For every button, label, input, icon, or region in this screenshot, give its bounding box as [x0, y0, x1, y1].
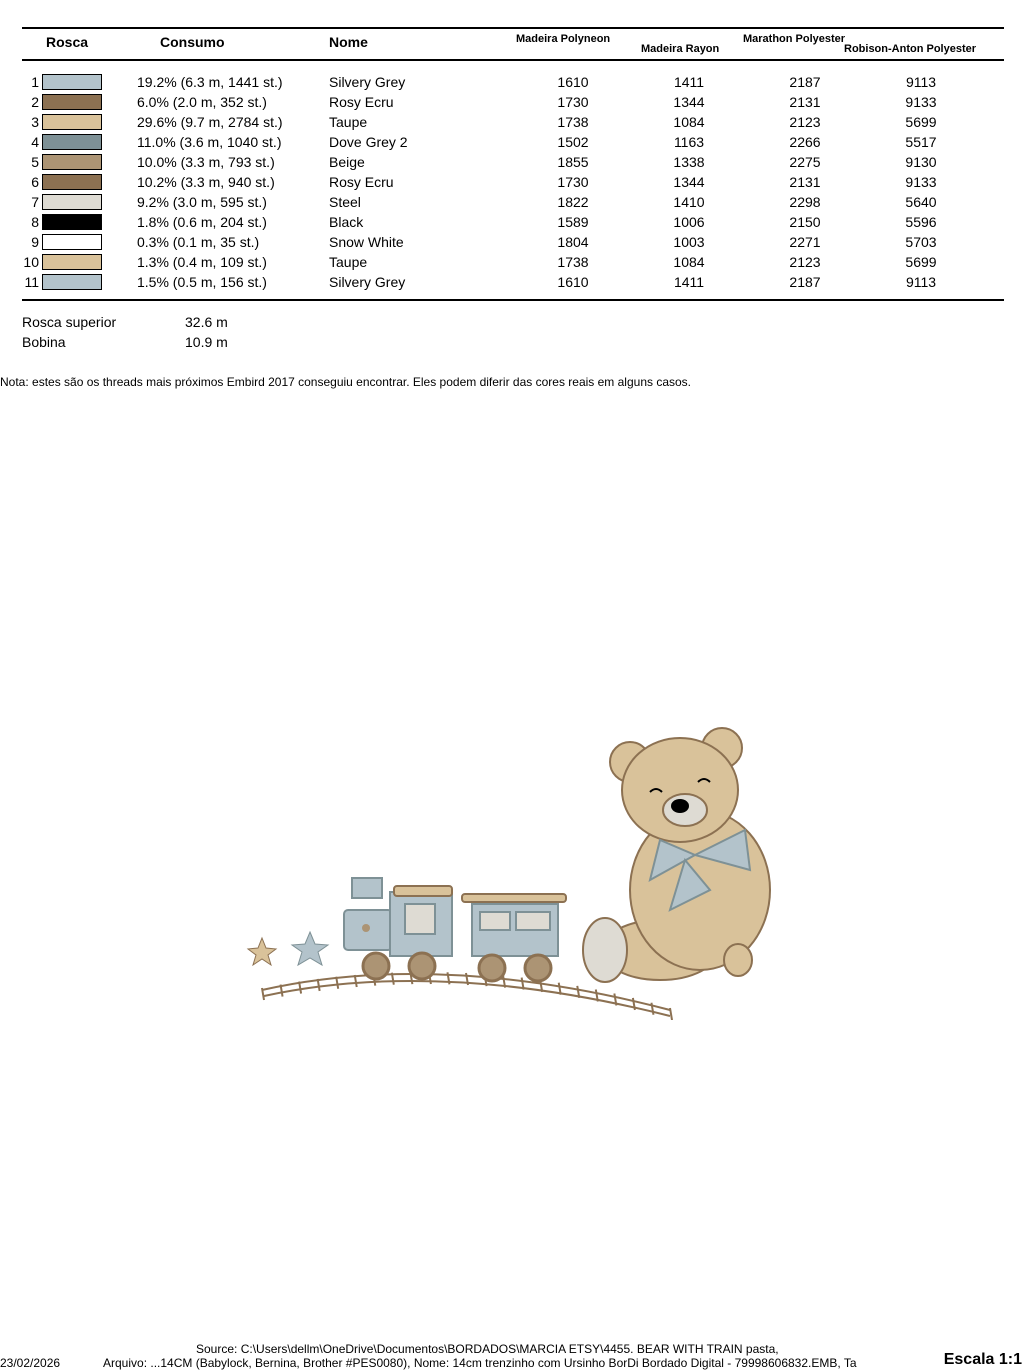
madeira-rayon-code: 1338 [673, 154, 705, 170]
robison-anton-code: 5640 [905, 194, 937, 210]
header-marathon-polyester: Marathon Polyester [743, 33, 846, 45]
madeira-rayon-code: 1410 [673, 194, 705, 210]
thread-row [0, 192, 1024, 212]
thread-row [0, 212, 1024, 232]
marathon-code: 2123 [789, 254, 821, 270]
thread-row [0, 232, 1024, 252]
marathon-code: 2150 [789, 214, 821, 230]
madeira-polyneon-code: 1730 [557, 174, 589, 190]
madeira-rayon-code: 1006 [673, 214, 705, 230]
summary-top-label: Rosca superior [22, 314, 117, 330]
thread-consumo: 1.8% (0.6 m, 204 st.) [137, 214, 267, 230]
madeira-polyneon-code: 1738 [557, 114, 589, 130]
star-beige-image [248, 938, 276, 965]
thread-color-swatch [42, 234, 102, 250]
marathon-code: 2131 [789, 174, 821, 190]
embroidery-design-image [240, 720, 800, 1020]
marathon-code: 2131 [789, 94, 821, 110]
header-madeira-rayon: Madeira Rayon [641, 43, 720, 55]
thread-name: Steel [329, 194, 361, 210]
madeira-polyneon-code: 1502 [557, 134, 589, 150]
robison-anton-code: 9113 [905, 74, 937, 90]
scale-label: Escala 1:1 [943, 1351, 1022, 1368]
madeira-rayon-code: 1084 [673, 254, 705, 270]
thread-row [0, 252, 1024, 272]
thread-consumo: 19.2% (6.3 m, 1441 st.) [137, 74, 283, 90]
robison-anton-code: 5596 [905, 214, 937, 230]
thread-color-swatch [42, 174, 102, 190]
madeira-rayon-code: 1344 [673, 174, 705, 190]
thread-index: 5 [31, 154, 39, 170]
header-robison-anton-polyester: Robison-Anton Polyester [844, 43, 977, 55]
thread-index: 1 [31, 74, 39, 90]
header-nome: Nome [329, 34, 368, 50]
robison-anton-code: 9130 [905, 154, 937, 170]
rail-tie [670, 1008, 672, 1020]
madeira-rayon-code: 1411 [673, 74, 705, 90]
teddy-bear-image [583, 728, 770, 982]
marathon-code: 2266 [789, 134, 821, 150]
marathon-code: 2298 [789, 194, 821, 210]
locomotive-image [344, 878, 452, 956]
thread-name: Taupe [329, 114, 368, 130]
footer-source: Source: C:\Users\dellm\OneDrive\Documentos\BORDADOS\MARCIA ETSY\4455. BEAR WITH TRAIN pasta, [196, 1342, 779, 1356]
footer-arquivo: Arquivo: ...14CM (Babylock, Bernina, Brother #PES0080), Nome: 14cm trenzinho com Ursinho BorDi Bordado Digital - 79998606832.EMB, Ta [103, 1356, 857, 1370]
marathon-code: 2123 [789, 114, 821, 130]
robison-anton-code: 5703 [905, 234, 937, 250]
thread-consumo: 29.6% (9.7 m, 2784 st.) [137, 114, 283, 130]
madeira-polyneon-code: 1855 [557, 154, 589, 170]
thread-index: 10 [23, 254, 39, 270]
robison-anton-code: 5517 [905, 134, 937, 150]
thread-name: Snow White [329, 234, 404, 250]
thread-consumo: 11.0% (3.6 m, 1040 st.) [137, 134, 282, 150]
thread-color-swatch [42, 274, 102, 290]
madeira-rayon-code: 1084 [673, 114, 705, 130]
summary-bobbin-label: Bobina [22, 334, 66, 350]
robison-anton-code: 9113 [905, 274, 937, 290]
madeira-rayon-code: 1003 [673, 234, 705, 250]
thread-color-swatch [42, 114, 102, 130]
thread-row [0, 92, 1024, 112]
thread-color-swatch [42, 134, 102, 150]
table-top-rule [22, 27, 1004, 29]
thread-row [0, 272, 1024, 292]
madeira-polyneon-code: 1589 [557, 214, 589, 230]
thread-consumo: 10.2% (3.3 m, 940 st.) [137, 174, 275, 190]
thread-index: 3 [31, 114, 39, 130]
marathon-code: 2187 [789, 274, 821, 290]
thread-color-swatch [42, 74, 102, 90]
madeira-polyneon-code: 1610 [557, 274, 589, 290]
thread-index: 4 [31, 134, 39, 150]
thread-index: 9 [31, 234, 39, 250]
madeira-rayon-code: 1411 [673, 274, 705, 290]
madeira-polyneon-code: 1730 [557, 94, 589, 110]
thread-name: Beige [329, 154, 365, 170]
thread-color-swatch [42, 94, 102, 110]
thread-consumo: 10.0% (3.3 m, 793 st.) [137, 154, 275, 170]
thread-index: 6 [31, 174, 39, 190]
thread-name: Taupe [329, 254, 368, 270]
madeira-polyneon-code: 1610 [557, 74, 589, 90]
thread-index: 11 [24, 274, 39, 290]
thread-consumo: 1.5% (0.5 m, 156 st.) [137, 274, 267, 290]
robison-anton-code: 9133 [905, 94, 937, 110]
madeira-rayon-code: 1163 [673, 134, 705, 150]
thread-name: Silvery Grey [329, 74, 406, 90]
thread-color-swatch [42, 194, 102, 210]
note-text: Nota: estes são os threads mais próximos Embird 2017 conseguiu encontrar. Eles podem diferir das cores reais em alguns casos. [0, 375, 692, 389]
footer-date: 23/02/2026 [0, 1356, 61, 1370]
thread-row [0, 172, 1024, 192]
thread-row [0, 72, 1024, 92]
rail-tie [651, 1003, 653, 1015]
star-blue-image [292, 932, 328, 965]
thread-name: Rosy Ecru [329, 94, 394, 110]
header-bottom-rule [22, 59, 1004, 61]
thread-name: Dove Grey 2 [329, 134, 408, 150]
summary-top-value: 32.6 m [185, 314, 228, 330]
thread-consumo: 9.2% (3.0 m, 595 st.) [137, 194, 267, 210]
robison-anton-code: 5699 [905, 254, 937, 270]
thread-consumo: 0.3% (0.1 m, 35 st.) [137, 234, 260, 250]
wagon-image [462, 894, 566, 956]
madeira-polyneon-code: 1804 [557, 234, 589, 250]
thread-name: Rosy Ecru [329, 174, 394, 190]
marathon-code: 2187 [789, 74, 821, 90]
table-bottom-rule [22, 299, 1004, 301]
thread-name: Black [329, 214, 364, 230]
robison-anton-code: 9133 [905, 174, 937, 190]
summary-bobbin-value: 10.9 m [185, 334, 228, 350]
header-madeira-polyneon: Madeira Polyneon [516, 33, 611, 45]
thread-index: 7 [31, 194, 39, 210]
thread-row [0, 132, 1024, 152]
madeira-polyneon-code: 1822 [557, 194, 589, 210]
thread-color-swatch [42, 214, 102, 230]
thread-color-swatch [42, 254, 102, 270]
marathon-code: 2275 [789, 154, 821, 170]
thread-consumo: 1.3% (0.4 m, 109 st.) [137, 254, 267, 270]
header-rosca: Rosca [46, 34, 89, 50]
train-wheels-image [363, 953, 551, 981]
madeira-rayon-code: 1344 [673, 94, 705, 110]
thread-name: Silvery Grey [329, 274, 406, 290]
robison-anton-code: 5699 [905, 114, 937, 130]
thread-consumo: 6.0% (2.0 m, 352 st.) [137, 94, 267, 110]
thread-index: 8 [31, 214, 39, 230]
thread-row [0, 152, 1024, 172]
thread-color-swatch [42, 154, 102, 170]
thread-row [0, 112, 1024, 132]
thread-index: 2 [31, 94, 39, 110]
header-consumo: Consumo [160, 34, 225, 50]
marathon-code: 2271 [789, 234, 821, 250]
madeira-polyneon-code: 1738 [557, 254, 589, 270]
